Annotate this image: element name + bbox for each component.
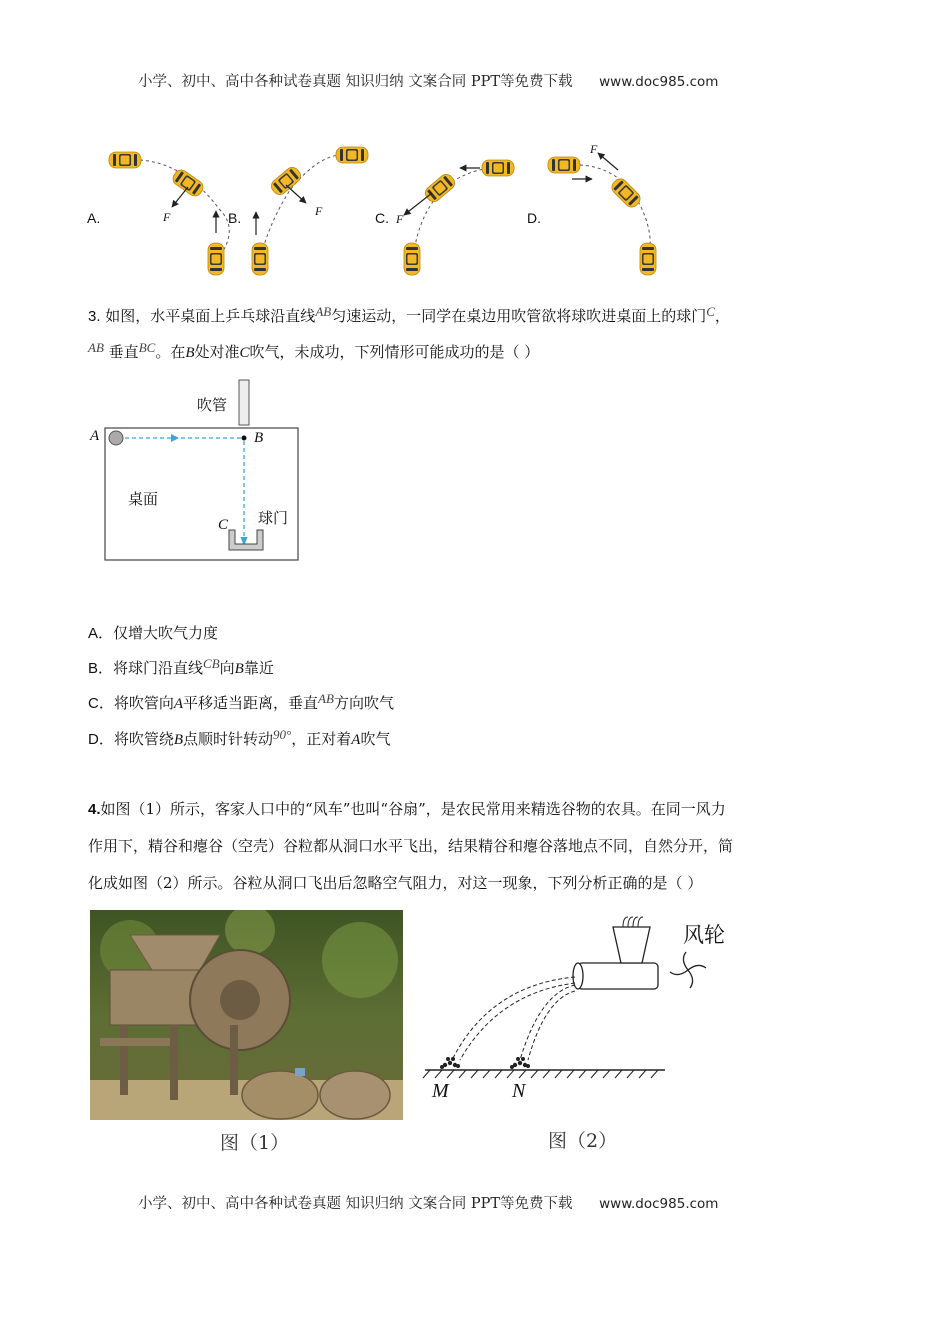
fig2-caption: 图（2） [548,1130,618,1152]
point-b-label: B [254,430,264,446]
page-header [138,70,718,91]
point-b: B [185,345,195,361]
ping-pong-ball [109,431,123,445]
point-b: B [173,732,184,748]
hopper [613,927,650,963]
choice-text: 点顺时针转动 [183,730,274,748]
option-c-label: C. [375,210,389,226]
goal-label: 球门 [258,509,289,527]
option-d-label: D. [527,210,541,226]
point-n-label: N [512,1080,526,1102]
force-label: F [163,210,171,224]
choice-text: 吹气 [360,730,391,748]
goal-c [229,530,263,550]
grain-trajectories [452,977,575,1060]
point-b: B [234,661,244,677]
tube-label: 吹管 [197,396,228,414]
point-c: C [239,345,250,361]
choice-text: ，正对着 [291,730,352,748]
point-a: A [351,732,361,748]
car-icon [252,243,268,275]
math-ab: AB [315,304,332,319]
option-c-diagram [404,160,514,275]
q3-text: ， [714,307,730,325]
option-d-diagram [548,153,656,275]
point-b-dot [242,436,247,441]
force-arrow [598,153,618,170]
force-label: F [590,142,598,156]
choice-text: 向 [219,659,235,677]
option-a-label: A. [87,210,101,226]
q4-text: 如图（1）所示，客家人口中的“风车”也叫“谷扇”，是农民常用来精选谷物的农具。在同一风力 [100,800,726,818]
footer-text: 小学、初中、高中各种试卷真题 知识归纳 文案合同 PPT等免费下载 [138,1196,573,1212]
table-label: 桌面 [128,490,159,508]
math-c: C [706,304,715,319]
choice-key: B． [88,660,114,677]
choice-text: 仅增大吹气力度 [113,624,219,642]
q3-number: 3. [88,308,101,325]
choice-text: 靠近 [243,659,274,677]
car-icon [640,243,656,275]
choice-text: 平移适当距离，垂直 [183,694,319,712]
car-icon [609,176,643,210]
car-icon [548,157,580,173]
choice-key: C． [88,695,114,712]
q3-choice-d[interactable] [88,728,390,749]
math-cb: CB [203,656,220,671]
choice-text: 将吹管向 [113,694,174,712]
q3-choice-c[interactable] [88,692,394,713]
q3-text: 垂直 [108,343,139,361]
page-footer [138,1192,718,1213]
choice-text: 将吹管绕 [113,730,174,748]
force-arrow [404,193,432,215]
q4-fig1-photo [90,910,403,1120]
car-icon [482,160,514,176]
q3-text: 匀速运动，一同学在桌边用吹管欲将球吹进桌面上的球门 [331,307,707,325]
grain-pile-m [440,1057,460,1069]
footer-site-link[interactable]: www.doc985.com [599,1196,719,1212]
blow-tube [239,380,249,425]
q2-options-diagram [80,135,700,285]
math-bc: BC [138,340,156,355]
direction-arrow [171,434,179,442]
math-ab: AB [318,691,334,706]
choice-key: D． [88,731,114,748]
option-b-label: B. [228,210,242,226]
q3-text: 处对准 [194,343,240,361]
choice-text: 将球门沿直线 [113,659,204,677]
math-ab: AB [88,340,104,355]
option-b-diagram [252,147,368,275]
fig1-caption: 图（1） [220,1132,290,1154]
ground-hatching [423,1070,658,1078]
choice-text: 方向吹气 [333,694,394,712]
point-m-label: M [432,1080,449,1102]
car-icon [404,243,420,275]
car-icon [208,243,224,275]
header-site-link[interactable]: www.doc985.com [599,74,719,90]
q3-choice-a[interactable] [88,622,218,643]
force-label: F [315,204,323,218]
q4-stem-line2: 作用下，精谷和瘪谷（空壳）谷粒都从洞口水平飞出，结果精谷和瘪谷落地点不同，自然分开，简 [88,837,734,855]
q3-choice-b[interactable] [88,657,274,678]
point-a: A [173,696,184,712]
wind-wheel-label: 风轮 [683,923,725,947]
header-text: 小学、初中、高中各种试卷真题 知识归纳 文案合同 PPT等免费下载 [138,74,573,90]
force-arrow [286,185,306,203]
q4-number: 4. [88,801,101,818]
q4-stem-line3: 化成如图（2）所示。谷粒从洞口飞出后忽略空气阻力，对这一现象，下列分析正确的是（ ） [88,874,703,892]
point-a-label: A [90,428,100,444]
choice-key: A． [88,625,114,642]
grain-pile-n [510,1057,530,1069]
outlet-pipe [578,963,658,989]
force-label: F [396,212,404,226]
car-icon [269,165,304,198]
car-icon [336,147,368,163]
q3-text: 。在 [155,343,186,361]
car-icon [423,172,458,205]
q3-text: 如图，水平桌面上乒乓球沿直线 [105,307,316,325]
q3-stem-line2 [88,334,539,371]
force-arrow [172,187,188,207]
math-90-degrees: 90° [273,727,292,742]
car-icon [109,152,141,168]
point-c-label: C [218,517,229,533]
q3-text: 吹气，未成功，下列情形可能成功的是（ ） [249,343,540,361]
q3-stem-line1 [88,298,730,335]
car-icon [170,167,205,198]
q4-stem-line1 [88,791,726,828]
wind-wheel-icon [670,952,706,988]
